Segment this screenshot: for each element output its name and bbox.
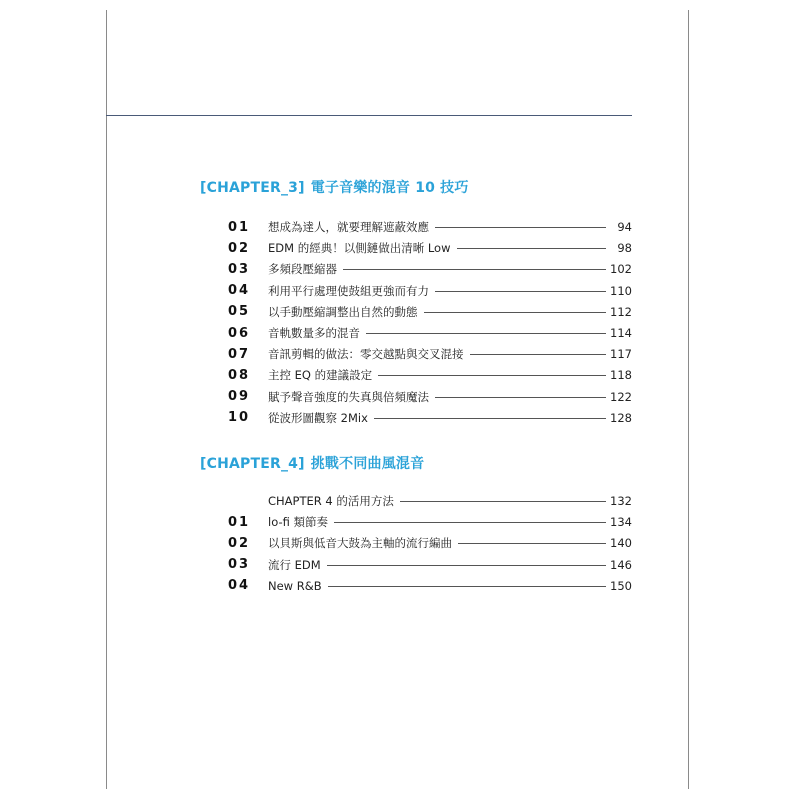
toc-entry-title: CHAPTER 4 的活用方法 — [268, 494, 394, 508]
chapter-4-title: 挑戰不同曲風混音 — [310, 456, 425, 472]
toc-entry — [228, 491, 632, 511]
toc-leader-line — [400, 501, 606, 502]
toc-entry-title: 多頻段壓縮器 — [268, 262, 337, 277]
toc-entry-number: 03 — [228, 557, 251, 573]
toc-leader-line — [334, 522, 606, 523]
toc-entry-title: 流行 EDM — [268, 557, 321, 572]
toc-entry — [228, 217, 632, 237]
chapter-3-tag: [CHAPTER_3] — [200, 180, 305, 196]
toc-leader-line — [435, 397, 606, 398]
toc-entry-page: 112 — [610, 304, 632, 319]
toc-entry-number: 04 — [228, 283, 251, 299]
toc-entry-page: 132 — [610, 494, 632, 508]
toc-entry-page: 122 — [610, 389, 632, 404]
chapter-3-heading — [200, 177, 469, 197]
toc-entry-page: 128 — [610, 410, 632, 425]
toc-entry — [228, 387, 632, 407]
toc-leader-line — [470, 354, 607, 355]
toc-entry-page: 150 — [610, 578, 632, 593]
toc-leader-line — [435, 227, 606, 228]
toc-entry-title: 賦予聲音強度的失真與倍頻魔法 — [268, 389, 429, 404]
toc-entry — [228, 512, 632, 532]
toc-entry-number: 05 — [228, 304, 251, 320]
toc-entry — [228, 576, 632, 596]
toc-leader-line — [458, 543, 606, 544]
toc-leader-line — [424, 312, 607, 313]
toc-entry — [228, 408, 632, 428]
toc-entry-page: 140 — [610, 536, 632, 551]
toc-entry-page: 98 — [617, 241, 632, 256]
toc-leader-line — [328, 586, 606, 587]
toc-entry — [228, 365, 632, 385]
toc-entry — [228, 344, 632, 364]
chapter-4-tag: [CHAPTER_4] — [200, 456, 305, 472]
toc-entry-number: 01 — [228, 514, 251, 530]
toc-entry-title: 音訊剪輯的做法：零交越點與交叉混接 — [268, 347, 464, 362]
toc-entry-number: 02 — [228, 535, 251, 551]
toc-entry-title: 以手動壓縮調整出自然的動態 — [268, 304, 418, 319]
toc-leader-line — [457, 248, 607, 249]
toc-entry — [228, 281, 632, 301]
toc-entry — [228, 259, 632, 279]
toc-entry-title: 主控 EQ 的建議設定 — [268, 368, 373, 383]
toc-entry-page: 117 — [610, 347, 632, 362]
toc-leader-line — [343, 269, 606, 270]
toc-leader-line — [366, 333, 606, 334]
toc-entry-title: New R&B — [268, 578, 322, 593]
toc-leader-line — [374, 418, 606, 419]
chapter-4-heading — [200, 453, 424, 473]
toc-leader-line — [378, 375, 606, 376]
toc-entry — [228, 323, 632, 343]
toc-entry-number: 08 — [228, 367, 251, 383]
toc-entry-page: 146 — [610, 557, 632, 572]
toc-entry-page: 114 — [610, 326, 632, 340]
toc-entry-title: 從波形圖觀察 2Mix — [268, 410, 368, 425]
toc-entry-number: 06 — [228, 325, 251, 341]
toc-entry — [228, 555, 632, 575]
toc-entry-number: 04 — [228, 578, 251, 594]
toc-entry-number: 03 — [228, 261, 251, 277]
header-rule — [106, 115, 632, 116]
toc-entry-number: 01 — [228, 219, 251, 235]
toc-entry-page: 102 — [610, 262, 632, 277]
toc-entry-number: 09 — [228, 389, 251, 405]
toc-entry-page: 94 — [617, 220, 632, 234]
toc-entry — [228, 238, 632, 258]
toc-entry — [228, 533, 632, 553]
toc-entry-number: 02 — [228, 240, 251, 256]
toc-entry-number: 10 — [228, 410, 251, 426]
toc-leader-line — [435, 291, 606, 292]
toc-entry-title: 音軌數量多的混音 — [268, 326, 360, 340]
toc-entry-page: 118 — [610, 368, 632, 383]
toc-entry — [228, 302, 632, 322]
toc-leader-line — [327, 565, 606, 566]
toc-entry-page: 110 — [610, 283, 632, 298]
toc-entry-title: 利用平行處理使鼓組更強而有力 — [268, 283, 429, 298]
toc-entry-title: lo-fi 類節奏 — [268, 515, 328, 530]
toc-entry-title: 想成為達人，就要理解遮蔽效應 — [268, 220, 429, 234]
toc-entry-title: EDM 的經典！以側鏈做出清晰 Low — [268, 241, 451, 256]
toc-entry-title: 以貝斯與低音大鼓為主軸的流行編曲 — [268, 536, 452, 551]
toc-entry-page: 134 — [610, 515, 632, 530]
chapter-3-title: 電子音樂的混音 10 技巧 — [310, 180, 469, 196]
toc-entry-number: 07 — [228, 346, 251, 362]
